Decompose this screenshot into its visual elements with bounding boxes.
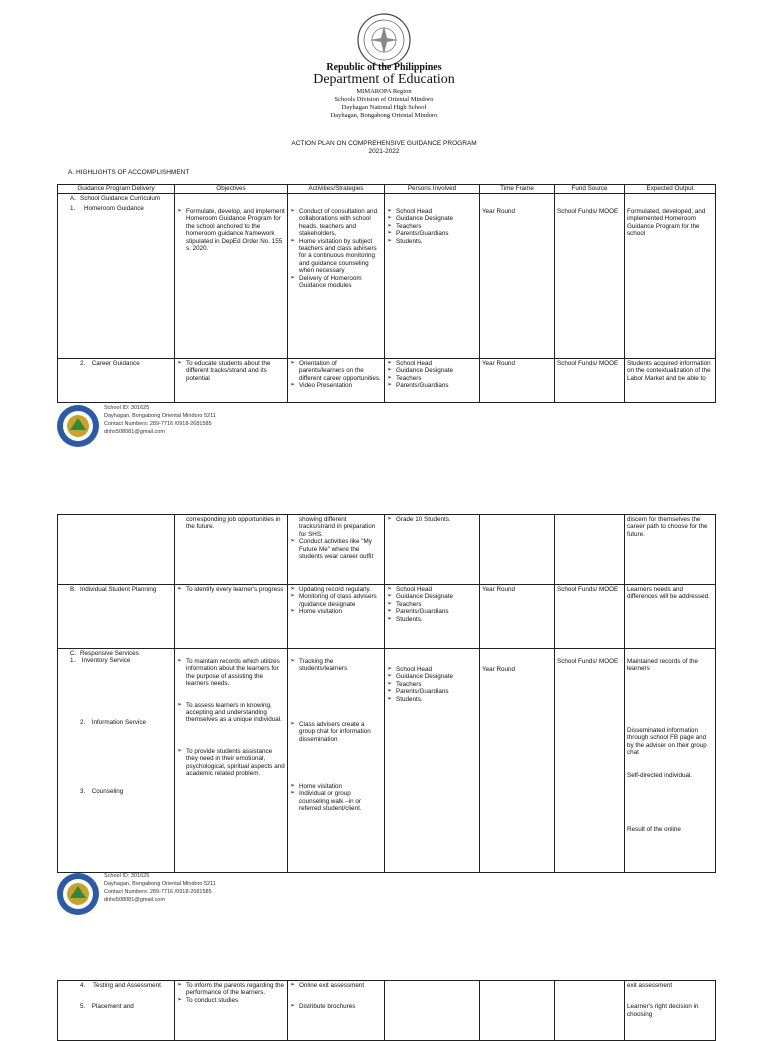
list-item: ➢ School Head [387, 666, 477, 673]
placement-output: Learner's right decision in choosing [627, 1003, 699, 1018]
list-item: ➢ Home visitation by subject teachers and class advisers for a continuous monitoring and guidance counseling when necessary [290, 238, 382, 275]
action-plan-table-continued [57, 514, 716, 873]
row-title: Responsive Services [80, 650, 139, 657]
objectives-cell [175, 981, 288, 1041]
list-item: ➢ To assess learners in knowing, accepting and understanding themselves as a unique individual. [177, 702, 285, 724]
footer-info [104, 872, 216, 904]
list-item: ➢ Teachers [387, 601, 477, 608]
delivery-cell [58, 515, 175, 585]
delivery-cell [58, 585, 175, 649]
persons-cell [385, 359, 480, 403]
fund-cell: School Funds/ MOOE [555, 194, 625, 359]
footer-contact: Contact Numbers: 289-7716 /0918-2681585 [104, 889, 212, 895]
footer-school-id: School ID: 301625 [104, 405, 150, 411]
footer-info [104, 404, 216, 436]
delivery-cell [58, 359, 175, 403]
row-title: Individual Student Planning [80, 586, 157, 593]
list-item: ➢ To maintain records which utilizes information about the learners for the purpose of assisting the learners needs. [177, 658, 285, 688]
objectives-cell [175, 359, 288, 403]
activities-continued: showing different tracks/strand in preparation for SHS. [299, 516, 376, 538]
list-item: ➢ Guidance Designate [387, 673, 477, 680]
objectives-cell: corresponding job opportunities in the future. [175, 515, 288, 585]
delivery-cell [58, 649, 175, 873]
row-num: 2. [80, 718, 86, 726]
list-item: ➢ To identify every learner's progress [177, 586, 285, 593]
footer-contact: Contact Numbers: 289-7716 /0918-2681585 [104, 421, 212, 427]
table-header-row [58, 185, 716, 194]
persons-cell [385, 649, 480, 873]
row-title: School Guidance Curriculum [80, 195, 161, 202]
objectives-cell [175, 585, 288, 649]
list-item: ➢ Guidance Designate [387, 593, 477, 600]
plan-title: ACTION PLAN ON COMPREHENSIVE GUIDANCE PROGRAM [291, 140, 477, 147]
row-num: 2. [80, 360, 86, 367]
objectives-cell [175, 194, 288, 359]
list-item: ➢ Students. [387, 616, 477, 623]
persons-cell [385, 515, 480, 585]
list-item: ➢ Parents/Guardians [387, 382, 477, 389]
fund-cell: School Funds/ MOOE [555, 585, 625, 649]
col-header: Guidance Program Delivery [58, 185, 175, 194]
row-num: 3. [80, 788, 86, 796]
list-item: ➢ Students. [387, 238, 477, 245]
table-row [58, 585, 716, 649]
delivery-cell [58, 981, 175, 1041]
list-item: ➢ Home visitation [290, 608, 382, 615]
footer-address: Dayhagan, Bongabong Oriental Mindoro 5211 [104, 413, 216, 419]
activities-cell [288, 194, 385, 359]
deped-seal-icon [356, 12, 412, 68]
list-item: ➢ School Head [387, 208, 477, 215]
list-item: ➢ To provide students assistance they need in their emotional, psychological, spiritual aspects and academic related problem. [177, 748, 285, 778]
page-2 [0, 508, 768, 928]
page-3 [0, 980, 768, 1024]
school-seal-icon [56, 872, 100, 916]
time-cell: Year Round [480, 359, 555, 403]
time-cell: Year Round [480, 194, 555, 359]
row-subtitle: Career Guidance [91, 360, 140, 367]
footer-school-id: School ID: 301625 [104, 873, 150, 879]
testing-output: exit assessment [627, 982, 673, 989]
list-item: ➢ Grade 10 Students. [387, 516, 477, 523]
section-title: A. HIGHLIGHTS OF ACCOMPLISHMENT [68, 169, 190, 176]
persons-cell [385, 981, 480, 1041]
list-item: ➢ Conduct of consultation and collaborations with school heads, teachers and stakeholders. [290, 208, 382, 238]
list-item: ➢ Teachers [387, 681, 477, 688]
row-letter: A. [70, 195, 76, 202]
row-letter: C. [70, 650, 77, 657]
list-item: ➢ Online exit assessment [290, 982, 382, 989]
footer-email: dnhs508081@gmail.com [104, 897, 165, 903]
school-label: Dayhagan National High School [341, 104, 427, 111]
list-item: ➢ Monitoring of class advisers /guidance designate [290, 593, 382, 608]
list-item: ➢ Students. [387, 696, 477, 703]
time-cell: Year Round [480, 649, 555, 873]
activities-cell [288, 649, 385, 873]
row-num: 1. [70, 657, 76, 665]
info-output: Disseminated information through school FB page and by the adviser on their group chat [627, 726, 707, 757]
output-cell: Students acquired information on the contextualization of the Labor Market and be able to [625, 359, 716, 403]
list-item: ➢ Orientation of parents/learners on the different career opportunities. [290, 360, 382, 382]
department-label: Department of Education [313, 72, 455, 87]
action-plan-table [57, 184, 716, 403]
activities-cell [288, 359, 385, 403]
row-subtitle: Placement and [91, 1003, 134, 1011]
list-item: ➢ To educate students about the different tracks/strand and its potential [177, 360, 285, 382]
list-item: ➢ Conduct activities like "My Future Me" where the students wear career outfit [290, 538, 382, 560]
row-subtitle: Testing and Assessment [93, 982, 161, 989]
fund-cell: School Funds/ MOOE [555, 359, 625, 403]
col-header: Time Frame [480, 185, 555, 194]
action-plan-table-page3 [57, 980, 716, 1041]
objectives-cell [175, 649, 288, 873]
row-subtitle: Counseling [91, 788, 124, 796]
list-item: ➢ Distribute brochures [290, 1003, 382, 1010]
list-item: ➢ Teachers [387, 223, 477, 230]
table-row [58, 515, 716, 585]
list-item: ➢ Updating record regularly. [290, 586, 382, 593]
list-item: ➢ To conduct studies [177, 997, 285, 1004]
col-header: Persons Involved [385, 185, 480, 194]
activities-cell [288, 981, 385, 1041]
time-cell [480, 515, 555, 585]
footer-email: dnhs508081@gmail.com [104, 429, 165, 435]
list-item: ➢ Individual or group counseling walk –in or referred student/client. [290, 790, 382, 812]
list-item: ➢ Delivery of Homeroom Guidance modules [290, 275, 382, 290]
counsel-output-2: Result of the online [627, 825, 681, 833]
inventory-output: Maintained records of the learners [627, 658, 699, 673]
delivery-cell [58, 194, 175, 359]
row-subtitle: Inventory Service [81, 657, 131, 665]
col-header: Fund Source [555, 185, 625, 194]
row-num: 5. [80, 1003, 86, 1011]
output-cell: Learners needs and differences will be addressed. [625, 585, 716, 649]
region-label: MIMAROPA Region [356, 88, 412, 95]
col-header: Activities/Strategies [288, 185, 385, 194]
row-subtitle: Homeroom Guidance [84, 205, 144, 213]
activities-cell [288, 515, 385, 585]
persons-cell [385, 585, 480, 649]
output-cell: Formulated, developed, and implemented Homeroom Guidance Program for the school [625, 194, 716, 359]
row-num: 1. [70, 205, 76, 213]
fund-cell [555, 981, 625, 1041]
col-header: Objectives [175, 185, 288, 194]
list-item: ➢ School Head [387, 360, 477, 367]
list-item: ➢ To inform the parents regarding the performance of the learners. [177, 982, 285, 997]
list-item: ➢ Class advisers create a group chat for information dissemination [290, 721, 382, 743]
time-cell [480, 981, 555, 1041]
school-year: 2021-2022 [368, 148, 400, 155]
list-item: ➢ Parents/Guardians [387, 688, 477, 695]
list-item: ➢ Parents/Guardians [387, 230, 477, 237]
list-item: ➢ Tracking the students/learners [290, 658, 382, 673]
fund-cell: School Funds/ MOOE [555, 649, 625, 873]
footer-address: Dayhagan, Bongabong Oriental Mindoro 5211 [104, 881, 216, 887]
division-label: Schools Division of Oriental Mindoro [334, 96, 434, 103]
list-item: ➢ Formulate, develop, and implement Homeroom Guidance Program for the school anchored to the homeroom guidance framework stipulated in DepEd Order No. 155 s. 2020. [177, 208, 285, 252]
persons-cell [385, 194, 480, 359]
output-cell [625, 981, 716, 1041]
table-row [58, 359, 716, 403]
col-header: Expected Output [625, 185, 716, 194]
list-item: ➢ Guidance Designate [387, 215, 477, 222]
output-cell [625, 649, 716, 873]
republic-label: Republic of the Philippines [326, 62, 442, 73]
list-item: ➢ School Head [387, 586, 477, 593]
row-subtitle: Information Service [91, 718, 146, 726]
list-item: ➢ Home visitation [290, 783, 382, 790]
output-cell: discern for themselves the career path to choose for the future. [625, 515, 716, 585]
row-num: 4. [80, 982, 86, 989]
page-1 [0, 0, 768, 440]
table-row [58, 981, 716, 1041]
school-seal-icon [56, 404, 100, 448]
table-row [58, 194, 716, 359]
counsel-output: Self-directed individual. [627, 772, 693, 780]
table-row [58, 649, 716, 873]
fund-cell [555, 515, 625, 585]
time-cell: Year Round [480, 585, 555, 649]
list-item: ➢ Video Presentation [290, 382, 382, 389]
list-item: ➢ Teachers [387, 375, 477, 382]
row-letter: B. [70, 586, 76, 593]
activities-cell [288, 585, 385, 649]
address-label: Dayhagan, Bongabong Oriental Mindoro [330, 112, 438, 119]
list-item: ➢ Guidance Designate [387, 367, 477, 374]
list-item: ➢ Parents/Guardians [387, 608, 477, 615]
